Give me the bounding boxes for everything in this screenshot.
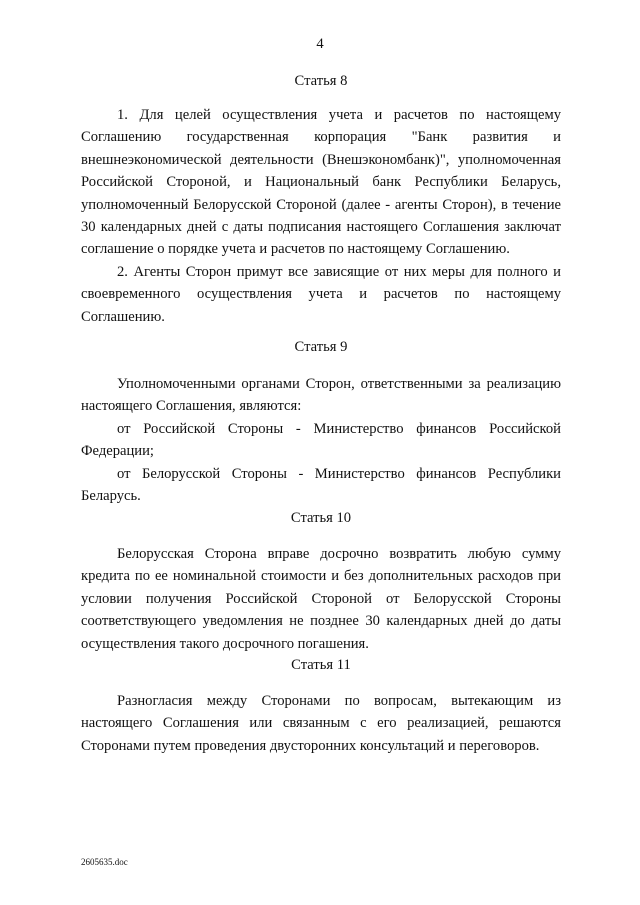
- article-paragraph: от Российской Стороны - Министерство финансов Российской Федерации;: [81, 420, 561, 460]
- article-9-body: [81, 373, 561, 507]
- article-heading: Статья 10: [290, 510, 352, 526]
- article-8: [81, 70, 561, 92]
- article-paragraph: Белорусская Сторона вправе досрочно возвратить любую сумму кредита по ее номинальной стоимости и без дополнительных расходов при условии получения Российской Стороной от Белорусской Стороны соответствующего уведомления не позднее 30 календарных дней до даты осуществления такого досрочного погашения.: [81, 546, 561, 652]
- article-11-body: [81, 690, 561, 757]
- article-heading: Статья 9: [294, 339, 348, 355]
- article-10: [81, 507, 561, 529]
- article-9: [81, 336, 561, 358]
- article-heading: Статья 8: [294, 73, 348, 89]
- article-10-body: [81, 543, 561, 655]
- article-paragraph: Уполномоченными органами Сторон, ответственными за реализацию настоящего Соглашения, являются:: [81, 376, 561, 415]
- page-number: 4: [316, 36, 324, 52]
- article-paragraph: от Белорусской Стороны - Министерство финансов Республики Беларусь.: [81, 465, 561, 505]
- article-paragraph: 1. Для целей осуществления учета и расчетов по настоящему Соглашению государственная корпорация "Банк развития и внешнеэкономической деятельности (Внешэкономбанк)", уполномоченная Российской Стороной, и Национальный банк Республики Беларусь, уполномоченный Белорусской Стороной (далее - агенты Сторон), в течение 30 календарных дней с даты подписания настоящего Соглашения заключат соглашение о порядке учета и расчетов по настоящему Соглашению.: [81, 107, 561, 258]
- article-paragraph: 2. Агенты Сторон примут все зависящие от них меры для полного и своевременного осуществления учета и расчетов по настоящему Соглашению.: [81, 263, 561, 325]
- article-11: [81, 654, 561, 676]
- article-paragraph: Разногласия между Сторонами по вопросам, вытекающим из настоящего Соглашения или связанным с его реализацией, решаются Сторонами путем проведения двусторонних консультаций и переговоров.: [81, 693, 561, 754]
- footer-filename: 2605635.doc: [81, 857, 128, 867]
- article-heading: Статья 11: [291, 657, 351, 673]
- article-8-body: [81, 104, 561, 328]
